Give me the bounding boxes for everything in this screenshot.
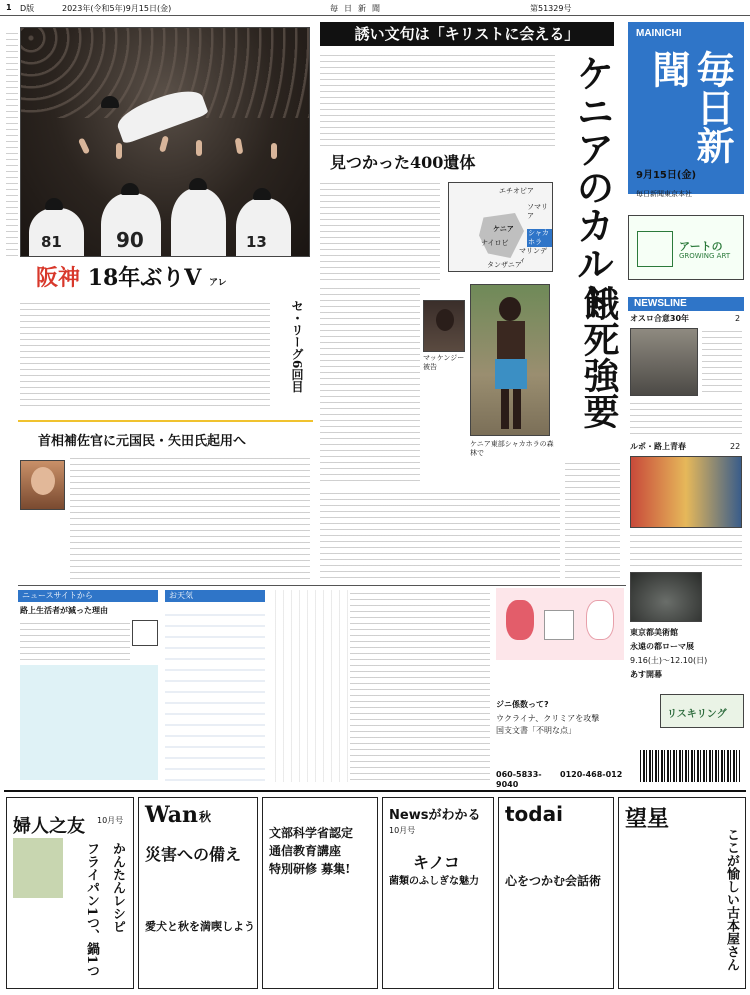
art-ad-label: アートの <box>679 240 723 253</box>
news-site-header: ニュースサイトから <box>18 590 158 602</box>
map-label: ケニア <box>493 225 514 233</box>
child-head <box>499 297 521 321</box>
kenya-map <box>448 182 553 272</box>
qr-icon <box>637 231 673 267</box>
masthead-logo: MAINICHI <box>636 28 682 39</box>
issue-number: 第51329号 <box>530 4 572 13</box>
child-shorts <box>495 359 527 389</box>
yada-photo <box>20 460 65 510</box>
map-label: シャカホラ <box>527 229 552 247</box>
ad-month: 10月号 <box>97 816 124 825</box>
top-bar <box>0 0 750 16</box>
player-cap <box>45 198 63 210</box>
newsline-item-2-page: 22 <box>730 442 741 451</box>
art-ad <box>628 215 744 280</box>
ad-sub: 秋 <box>199 810 212 824</box>
jersey-number: 90 <box>116 228 144 252</box>
ad-text: 通信教育講座 <box>269 844 342 858</box>
face <box>436 309 454 331</box>
ad-month: 10月号 <box>389 826 416 835</box>
news-site-sub: 路上生活者が減った理由 <box>20 606 108 615</box>
kenya-big-headline-2: 餓死強要 <box>578 285 620 429</box>
jersey-number: 81 <box>41 233 62 251</box>
newsline-text <box>630 532 742 567</box>
edition: D版 <box>20 4 35 13</box>
child-leg <box>501 389 509 429</box>
ad-bosei <box>618 797 746 989</box>
barcode <box>640 750 740 782</box>
ad-title: 文部科学省認定 <box>269 826 354 840</box>
player-cap <box>189 178 207 190</box>
ad-vertical: ここが愉しい古本屋さん <box>724 828 739 971</box>
hand <box>159 135 169 152</box>
masthead-title: 毎日新聞 <box>646 50 735 164</box>
hand <box>271 143 277 159</box>
kenya-article-mid <box>320 180 440 280</box>
caption-text <box>6 30 18 260</box>
column-text <box>350 590 490 782</box>
hand <box>116 143 122 159</box>
exhibit-tail: あす開幕 <box>630 670 662 679</box>
child-photo <box>470 284 550 436</box>
weather-header: お天気 <box>165 590 265 602</box>
paper-name: 毎日新聞 <box>330 4 386 13</box>
kenya-article-cols <box>320 285 420 485</box>
kenya-subheadline: 見つかった400遺体 <box>330 153 476 172</box>
ad-text: 心をつかむ会話術 <box>505 874 602 888</box>
oslo-photo <box>630 328 698 396</box>
ad-vertical: かんたんレシピ <box>110 842 125 933</box>
ad-mext <box>262 797 378 989</box>
hanshin-article <box>20 300 270 410</box>
ad-vertical: フライパン1つ、鍋1つ <box>84 842 99 978</box>
politics-article <box>70 455 310 580</box>
qr-icon <box>544 610 574 640</box>
child-caption: ケニア東部シャカホラの森林で <box>470 440 554 457</box>
headline-black: 18年ぶりV <box>87 265 202 291</box>
promo-ad <box>496 588 624 660</box>
mottainai-ad <box>20 665 158 780</box>
bunny-icon <box>586 600 614 640</box>
hanshin-vertical-head: セ・リーグ6回目 <box>290 300 304 393</box>
index-line: ウクライナ、クリミアを攻撃 <box>496 714 600 723</box>
child-leg <box>513 389 521 429</box>
hand <box>196 140 202 156</box>
newsline-item-1: オスロ合意30年 <box>630 314 690 323</box>
exhibit-sub: 永遠の都ローマ展 <box>630 642 694 651</box>
ad-title: 望星 <box>625 806 670 832</box>
jersey-number: 13 <box>246 233 267 251</box>
exhibit-dates: 9.16(土)〜12.10(日) <box>630 656 708 665</box>
hanshin-headline <box>36 261 306 295</box>
ad-title: Wan <box>145 802 199 828</box>
face <box>31 467 55 495</box>
ad-text: 菌類のふしぎな魅力 <box>389 876 479 887</box>
politics-headline: 首相補佐官に元国民・矢田氏起用へ <box>38 434 247 449</box>
map-label: ソマリア <box>527 203 548 220</box>
player-cap <box>253 188 271 200</box>
news-site-text <box>20 620 130 660</box>
kenya-big-headline: ケニアのカルト <box>570 54 615 320</box>
phone-number: 0120-468-012 <box>560 770 623 779</box>
kenya-article-right <box>565 460 620 580</box>
ad-fujin-no-tomo <box>6 797 134 989</box>
ad-news-gawakaru <box>382 797 494 989</box>
divider <box>18 585 626 586</box>
ad-text: キノコ <box>413 853 460 872</box>
kenya-banner: 誘い文句は「キリストに会える」 <box>320 22 614 46</box>
ad-title: 婦人之友 <box>13 816 85 837</box>
ad-wan <box>138 797 258 989</box>
player <box>171 188 226 257</box>
child-body <box>497 321 525 361</box>
phone-number: 060-5833-9040 <box>496 770 542 789</box>
newsline-item-1-page: 2 <box>735 314 741 323</box>
hand <box>78 137 90 154</box>
ad-title: Newsがわかる <box>389 808 481 823</box>
hanshin-photo <box>20 27 310 257</box>
headline-red: 阪神 <box>36 265 81 291</box>
ad-divider <box>4 790 746 792</box>
page-number: 1 <box>6 3 12 12</box>
art-ad-sub: GROWING ART <box>679 252 731 260</box>
mackenzie-photo <box>423 300 465 352</box>
mackenzie-caption: マッケンジー被告 <box>423 354 465 371</box>
ad-text: 災害への備え <box>145 845 242 864</box>
index-box <box>496 662 624 789</box>
date-line: 2023年(令和5年)9月15日(金) <box>62 4 172 13</box>
kenya-article-top <box>320 52 555 147</box>
street-photo <box>630 456 742 528</box>
index-line: 国支文書「不明な点」 <box>496 726 576 735</box>
qr-icon <box>132 620 158 646</box>
ad-cover <box>13 838 63 898</box>
headline-ruby: アレ <box>209 278 227 288</box>
map-label: タンザニア <box>487 261 522 269</box>
exhibit-title: 東京都美術館 <box>630 628 678 637</box>
masthead-date: 9月15日(金) <box>636 170 697 181</box>
wolf-statue-photo <box>630 572 702 622</box>
newsline-text <box>630 400 742 435</box>
weather-table <box>165 605 265 783</box>
index-title: ジニ係数って? <box>496 700 549 709</box>
ad-text: 愛犬と秋を満喫しよう <box>145 920 255 933</box>
kenya-article-bottom <box>320 490 560 580</box>
map-label: マリンディ <box>519 247 547 264</box>
column-text <box>268 590 348 782</box>
masthead-publisher: 毎日新聞東京本社 <box>636 190 692 198</box>
map-label: エチオピア <box>499 187 534 195</box>
newsline-text <box>702 328 742 396</box>
kenya-shape <box>479 213 524 258</box>
map-label: ナイロビ <box>481 239 509 247</box>
ad-todai <box>498 797 614 989</box>
newsline-header: NEWSLINE <box>628 297 744 311</box>
reskilling-label: リスキリング <box>667 709 727 720</box>
hand <box>235 138 244 155</box>
doll-icon <box>506 600 534 640</box>
newsline-item-2: ルポ・路上青春 <box>630 442 686 451</box>
ad-text: 特別研修 募集! <box>269 862 351 876</box>
section-divider <box>18 420 313 422</box>
player-cap <box>121 183 139 195</box>
ad-title: todai <box>505 802 563 826</box>
manager-cap <box>101 96 119 108</box>
reskilling-banner <box>660 694 744 728</box>
